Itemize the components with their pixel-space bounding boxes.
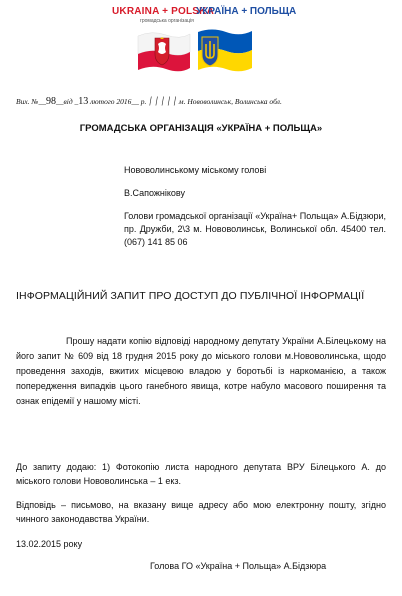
- outgoing-from: від: [63, 97, 73, 106]
- document-heading: ІНФОРМАЦІЙНИЙ ЗАПИТ ПРО ДОСТУП ДО ПУБЛІЧНОЇ ІНФОРМАЦІЇ: [16, 290, 365, 302]
- reply-paragraph: Відповідь – письмово, на вказану вище адресу або мою електронну пошту, згідно чинного законодавства України.: [16, 500, 386, 524]
- logo-title-polish: UKRAINA + POLSKA: [112, 6, 215, 17]
- ukrainian-flag-trident-icon: [196, 28, 254, 72]
- outgoing-region: Волинська обл.: [234, 97, 282, 106]
- outgoing-month-year: лютого 2016: [90, 97, 132, 106]
- logo-title-ukrainian: УКРАЇНА + ПОЛЬЩА: [196, 6, 297, 17]
- logo-subtitle: громадська організація: [140, 18, 194, 24]
- polish-flag-eagle-icon: [136, 30, 192, 72]
- signature-line: Голова ГО «Україна + Польща» А.Бідзюра: [150, 561, 327, 571]
- sender-address: Голови громадської організації «Україна+ Польща» А.Бідзюри, пр. Дружби, 2\3 м. Нововолинськ, Волинської обл. 45400 тел. (067) 141 85 06: [124, 211, 386, 247]
- outgoing-prefix: Вих. №: [16, 97, 39, 106]
- recipient-line-1: Нововолинському міському голові: [124, 165, 267, 175]
- outgoing-day: 13: [78, 96, 89, 107]
- organization-title: ГРОМАДСЬКА ОРГАНІЗАЦІЯ «УКРАЇНА + ПОЛЬЩА»: [79, 123, 323, 134]
- request-paragraph: Прошу надати копію відповіді народному депутату України А.Білецькому на його запит № 609 від 18 грудня 2015 року до міського голови м.Нововолинська, щодо проведення заходів, вжитих місцевою владою у боротьбі із наркоманією, а також попередження випадків цього ганебного явища, котре набуло масового поширення та ознак епідемії у нашому місті.: [16, 336, 386, 406]
- outgoing-city: м. Нововолинськ,: [178, 97, 233, 106]
- recipient-line-2: В.Сапожнікову: [124, 188, 186, 198]
- attachment-paragraph: До запиту додаю: 1) Фотокопію листа народного депутата ВРУ Білецького А. до міського голови Нововолинська – 1 екз.: [16, 462, 386, 486]
- outgoing-suffix: р.: [140, 97, 147, 106]
- outgoing-number-line: Вих. №__98__від _13 лютого 2016__ р. ׀ ׀ ׀ ׀ ׀ м. Нововолинськ, Волинська обл.: [16, 96, 282, 107]
- outgoing-number: 98: [45, 96, 56, 107]
- document-date: 13.02.2015 року: [16, 539, 83, 549]
